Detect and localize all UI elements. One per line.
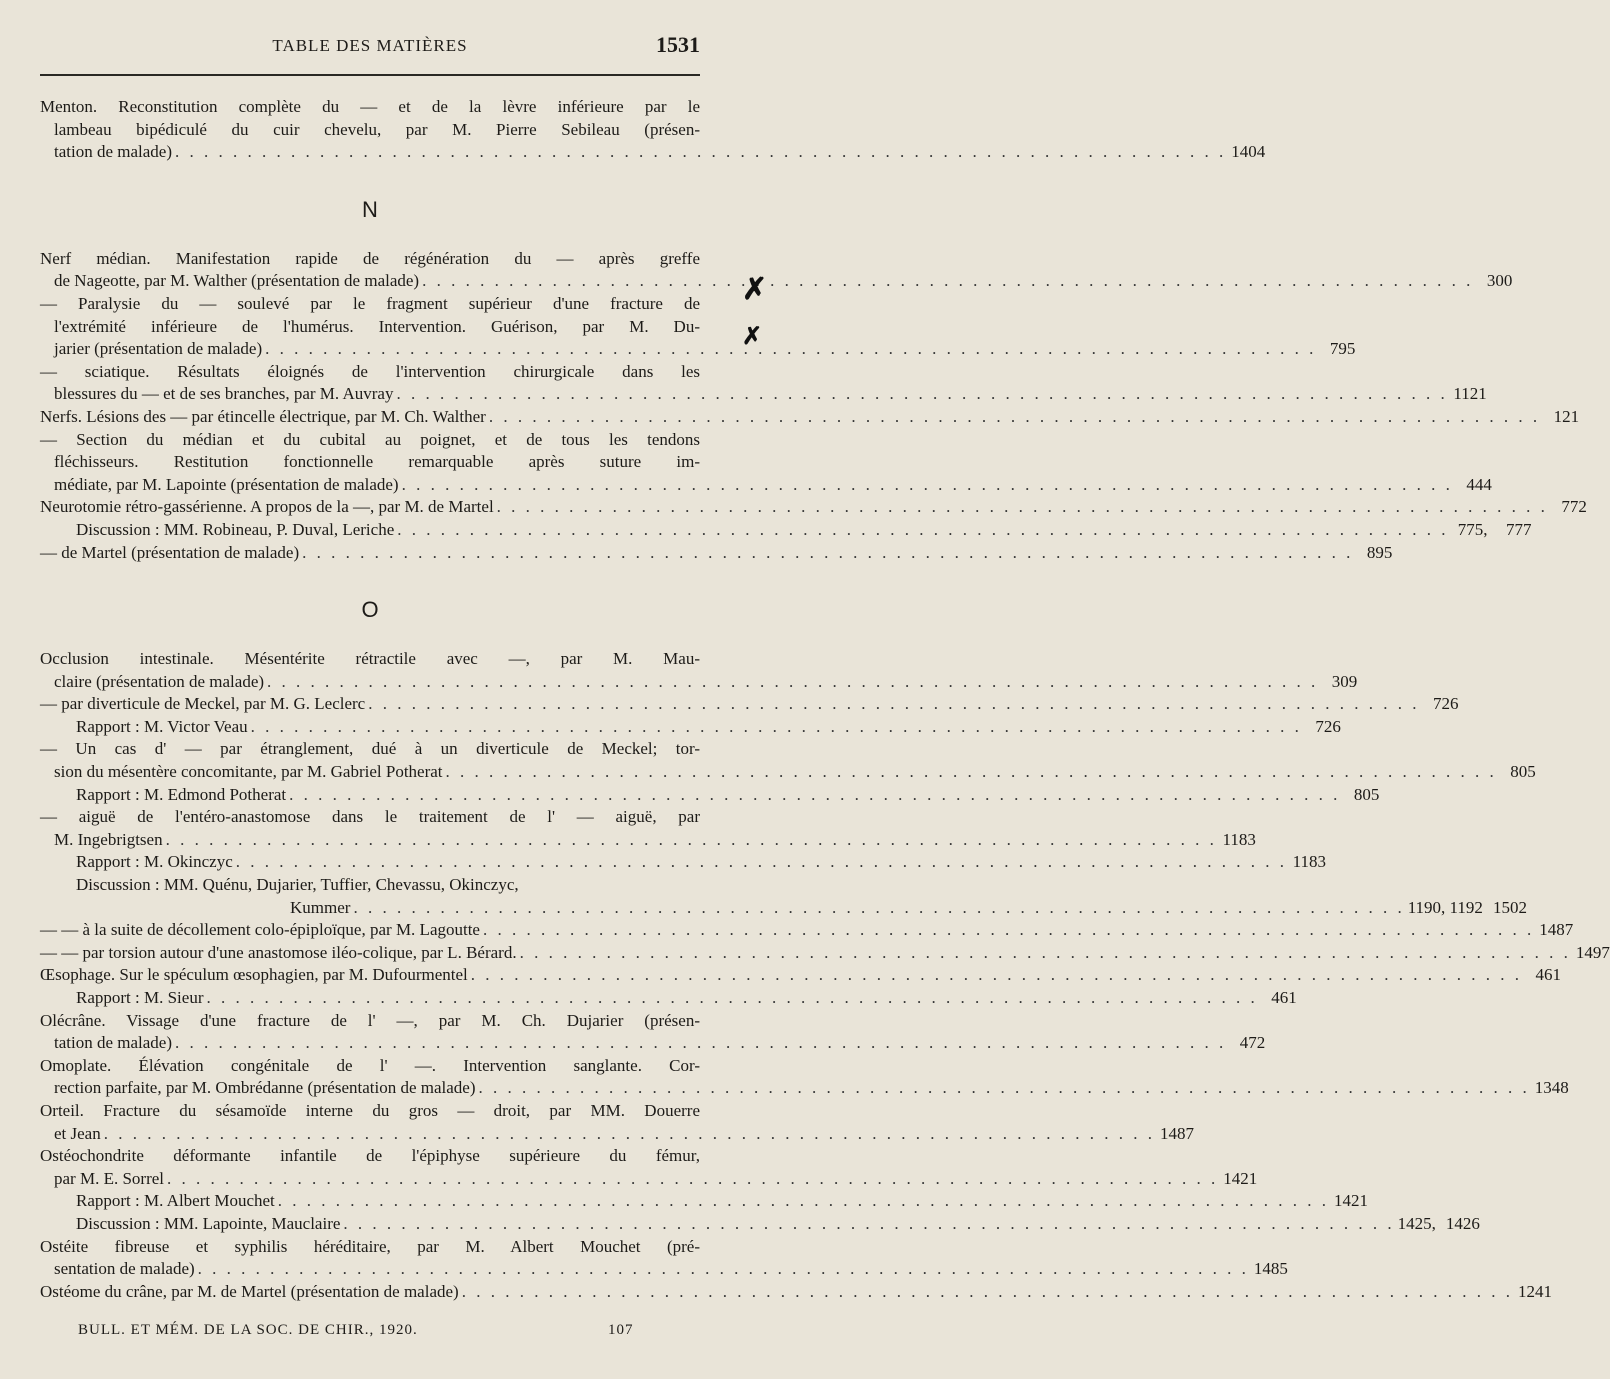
entry-page: 461 (1271, 988, 1297, 1007)
entry-line: Neurotomie rétro-gassérienne. A propos de la —, par M. de Martel (40, 497, 494, 517)
leader-dots (101, 1123, 1158, 1146)
entry-line: — de Martel (présentation de malade) (40, 542, 300, 562)
leader-dots (163, 829, 1220, 852)
entry-line: Ostéochondrite déformante infantile de l'épiphyse supérieure du fémur, (40, 1146, 700, 1166)
entry-line: — — par torsion autour d'une anastomose iléo-colique, par L. Bérard. (40, 942, 517, 962)
entry-line: Ostéite fibreuse et syphilis héréditaire, par M. Albert Mouchet (pré- (40, 1236, 700, 1256)
leader-dots (394, 519, 1451, 542)
entry-page-extra: 777 (1506, 519, 1532, 539)
entry-page: 1497 (1575, 942, 1610, 962)
entry-line: Occlusion intestinale. Mésentérite rétractile avec —, par M. Mau- (40, 649, 700, 669)
leader-dots (419, 270, 1476, 293)
entry-line: sion du mésentère concomitante, par M. Gabriel Potherat (54, 762, 443, 782)
entry-line: tation de malade) (54, 142, 173, 162)
entry-page: 444 (1466, 474, 1492, 494)
entry-page: 1485 (1253, 1259, 1288, 1279)
entry-line: l'extrémité inférieure de l'humérus. Intervention. Guérison, par M. Du- (54, 316, 700, 336)
index-entry (40, 1213, 1480, 1236)
entry-line: Œsophage. Sur le spéculum œsophagien, par M. Dufourmentel (40, 965, 468, 985)
index-entry (40, 716, 1341, 739)
index-entry (40, 874, 1527, 919)
entry-page: 1241 (1517, 1281, 1552, 1301)
index-entry (40, 987, 1297, 1010)
index-entry (40, 1281, 1552, 1304)
footer-signature: 107 (608, 1322, 634, 1338)
entry-page: 309 (1331, 671, 1358, 691)
entry-line: Rapport : M. Albert Mouchet (76, 1191, 275, 1211)
entry-line: par M. E. Sorrel (54, 1168, 165, 1188)
entry-line: Olécrâne. Vissage d'une fracture de l' —, par M. Ch. Dujarier (présen- (40, 1010, 700, 1030)
entry-line: médiate, par M. Lapointe (présentation de malade) (54, 474, 399, 494)
entry-line: blessures du — et de ses branches, par M. Auvray (54, 384, 394, 404)
entry-line: M. Ingebrigtsen (54, 829, 163, 849)
entry-page: 1183 (1222, 829, 1256, 849)
leader-dots (204, 987, 1261, 1010)
entry-page: 1421 (1223, 1168, 1258, 1188)
index-entry (40, 964, 1561, 987)
leader-dots (393, 383, 1450, 406)
entry-line: et Jean (54, 1123, 101, 1143)
entry-line: Omoplate. Élévation congénitale de l' —. Intervention sanglante. Cor- (40, 1055, 700, 1075)
index-entry (40, 693, 1459, 716)
entry-page: 726 (1432, 694, 1459, 714)
entry-page: 1421 (1334, 1191, 1369, 1211)
index-entry (40, 738, 1536, 783)
index-entry (40, 542, 1393, 565)
leader-dots (262, 338, 1319, 361)
entry-line: Ostéome du crâne, par M. de Martel (présentation de malade) (40, 1281, 459, 1301)
entry-line: rection parfaite, par M. Ombrédanne (présentation de malade) (54, 1078, 476, 1098)
entry-line: — — à la suite de décollement colo-épiploïque, par M. Lagoutte (40, 920, 480, 940)
entry-page: 726 (1315, 716, 1341, 736)
entry-page: 472 (1239, 1033, 1266, 1053)
leader-dots (350, 897, 1407, 920)
entry-line: Nerfs. Lésions des — par étincelle électrique, par M. Ch. Walther (40, 406, 486, 426)
entry-line: jarier (présentation de malade) (54, 339, 263, 359)
entry-page: 1190, 1192 (1407, 897, 1483, 917)
leader-dots (459, 1281, 1516, 1304)
entry-line: — par diverticule de Meckel, par M. G. Leclerc (40, 694, 366, 714)
index-content (40, 96, 1610, 1303)
section-letter-n: N (362, 196, 378, 222)
leader-dots (195, 1258, 1252, 1281)
index-entry (40, 1010, 1266, 1055)
leader-dots (299, 542, 1356, 565)
index-entry (40, 96, 1266, 164)
entry-line: Nerf médian. Manifestation rapide de régénération du — après greffe (40, 248, 700, 268)
footer-citation: BULL. ET MÉM. DE LA SOC. DE CHIR., 1920. (78, 1322, 418, 1338)
entry-page: 461 (1535, 965, 1561, 985)
entry-page: 805 (1353, 784, 1380, 804)
entry-line: Kummer (290, 897, 351, 917)
entry-line: Discussion : MM. Robineau, P. Duval, Leriche (76, 519, 395, 539)
leader-dots (233, 851, 1290, 874)
index-entry (40, 406, 1580, 429)
entry-line: — aiguë de l'entéro-anastomose dans le traitement de l' — aiguë, par (40, 807, 700, 827)
index-entry (40, 1236, 1288, 1281)
entry-line: tation de malade) (54, 1033, 173, 1053)
leader-dots (517, 942, 1574, 965)
entry-page: 772 (1561, 497, 1587, 517)
leader-dots (275, 1190, 1332, 1213)
entry-line: lambeau bipédiculé du cuir chevelu, par M. Pierre Sebileau (présen- (54, 119, 700, 139)
entry-line: Rapport : M. Sieur (76, 988, 204, 1007)
entry-page: 300 (1486, 271, 1513, 291)
index-entry (40, 293, 1356, 361)
leader-dots (476, 1077, 1533, 1100)
entry-line: Menton. Reconstitution complète du — et de la lèvre inférieure par le (40, 97, 700, 116)
running-title: TABLE DES MATIÈRES (272, 36, 468, 55)
leader-dots (164, 1168, 1221, 1191)
index-entry (40, 1055, 1569, 1100)
index-entry (40, 784, 1380, 807)
entry-page: 1487 (1159, 1123, 1194, 1143)
entry-line: — Un cas d' — par étranglement, dué à un diverticule de Meckel; tor- (40, 739, 700, 759)
leader-dots (468, 964, 1525, 987)
entry-line: — sciatique. Résultats éloignés de l'intervention chirurgicale dans les (40, 361, 700, 381)
entry-page-extra: 1502 (1492, 897, 1527, 917)
index-entry (40, 806, 1256, 851)
entry-page: 1121 (1453, 384, 1487, 404)
entry-page: 121 (1553, 406, 1580, 426)
entry-line: Discussion : MM. Quénu, Dujarier, Tuffier, Chevassu, Okinczyc, (76, 875, 519, 895)
index-entry (40, 851, 1326, 874)
index-entry (40, 1100, 1194, 1145)
index-entry (40, 1190, 1369, 1213)
index-entry (40, 429, 1492, 497)
entry-line: Rapport : M. Victor Veau (76, 716, 248, 736)
leader-dots (248, 716, 1305, 739)
leader-dots (340, 1213, 1397, 1236)
entry-line: — Paralysie du — soulevé par le fragment supérieur d'une fracture de (40, 293, 700, 313)
leader-dots (399, 474, 1456, 497)
leader-dots (365, 693, 1422, 716)
entry-line: fléchisseurs. Restitution fonctionnelle remarquable après suture im- (54, 452, 700, 472)
entry-line: Orteil. Fracture du sésamoïde interne du gros — droit, par MM. Douerre (40, 1100, 700, 1120)
entry-line: de Nageotte, par M. Walther (présentation de malade) (54, 271, 420, 291)
entry-page: 775, (1457, 519, 1488, 539)
section-letter-o: O (361, 597, 379, 623)
entry-line: Discussion : MM. Lapointe, Mauclaire (76, 1213, 341, 1233)
leader-dots (494, 496, 1551, 519)
index-entry (40, 919, 1574, 942)
entry-page: 1183 (1292, 852, 1326, 872)
leader-dots (264, 671, 1321, 694)
index-entry (40, 519, 1532, 542)
entry-line: claire (présentation de malade) (54, 671, 265, 691)
index-entry (40, 648, 1358, 693)
leader-dots (172, 1032, 1229, 1055)
entry-page: 805 (1510, 762, 1536, 782)
entry-page: 1404 (1231, 142, 1266, 162)
page-header (40, 32, 700, 62)
entry-page-extra: 1426 (1445, 1213, 1480, 1233)
header-rule (40, 74, 700, 76)
entry-line: sentation de malade) (54, 1259, 195, 1279)
leader-dots (486, 406, 1543, 429)
entry-line: — Section du médian et du cubital au poignet, et de tous les tendons (40, 429, 700, 449)
entry-line: Rapport : M. Edmond Potherat (76, 784, 287, 804)
entry-page: 795 (1329, 339, 1356, 359)
index-entry (40, 248, 1513, 293)
entry-line: Rapport : M. Okinczyc (76, 852, 233, 872)
leader-dots (480, 919, 1537, 942)
index-entry (40, 496, 1587, 519)
index-entry (40, 942, 1610, 965)
entry-page: 895 (1366, 542, 1393, 562)
margin-annotation: ✗ (742, 324, 763, 350)
leader-dots (443, 761, 1500, 784)
leader-dots (172, 141, 1229, 164)
margin-annotation: ✗ (742, 273, 768, 306)
entry-page: 1487 (1539, 920, 1574, 940)
entry-page: 1425, (1397, 1213, 1436, 1233)
index-entry (40, 361, 1487, 406)
page-number: 1531 (656, 32, 700, 57)
entry-page: 1348 (1534, 1078, 1569, 1098)
leader-dots (286, 784, 1343, 807)
index-entry (40, 1145, 1258, 1190)
